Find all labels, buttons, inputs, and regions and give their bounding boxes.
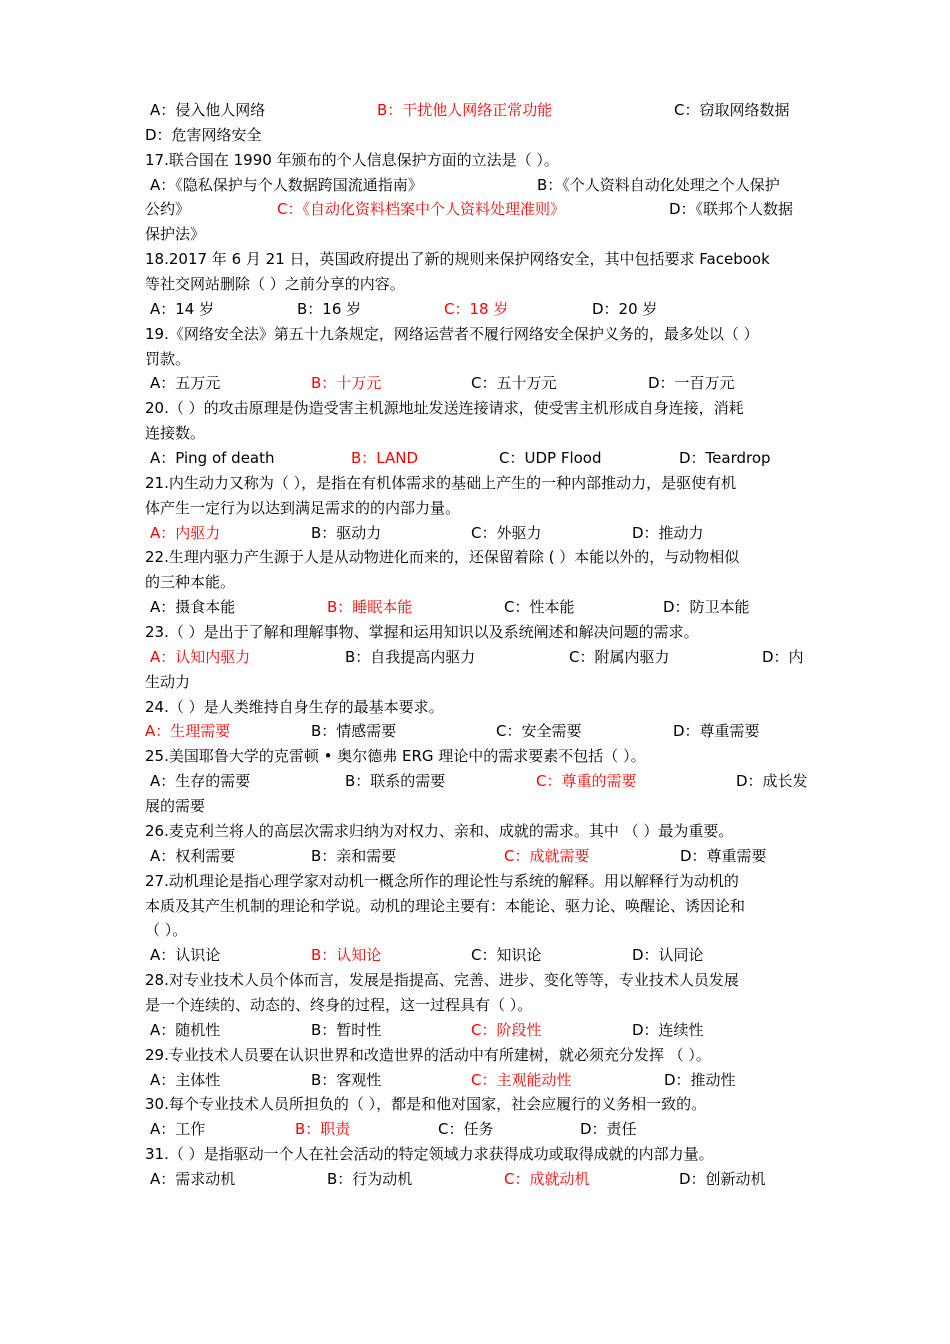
question-line bbox=[145, 247, 820, 272]
option-row bbox=[145, 1068, 820, 1093]
question-line bbox=[145, 272, 820, 297]
answer-option: B：亲和需要 bbox=[311, 846, 397, 865]
question-line bbox=[145, 819, 820, 844]
option-row bbox=[145, 769, 820, 794]
answer-option: D：创新动机 bbox=[679, 1169, 766, 1188]
answer-option: D：《联邦个人数据 bbox=[669, 200, 794, 219]
option-row bbox=[145, 719, 820, 744]
question-line bbox=[145, 148, 820, 173]
question-line bbox=[145, 222, 820, 247]
line-text: 26.麦克利兰将人的高层次需求归纳为对权力、亲和、成就的需求。其中 （ ）最为重要。 bbox=[145, 821, 734, 840]
answer-option: D：推动力 bbox=[632, 523, 704, 542]
line-text: 29.专业技术人员要在认识世界和改造世界的活动中有所建树，就必须充分发挥 （ ）。 bbox=[145, 1045, 711, 1064]
option-row bbox=[145, 197, 820, 222]
answer-option: A：摄食本能 bbox=[150, 598, 236, 617]
answer-option: B：《个人资料自动化处理之个人保护 bbox=[537, 175, 780, 194]
line-text: 24.（ ）是人类维持自身生存的最基本要求。 bbox=[145, 697, 444, 716]
line-text: 本质及其产生机制的理论和学说。动机的理论主要有：本能论、驱力论、唤醒论、诱因论和 bbox=[145, 896, 746, 915]
question-line bbox=[145, 993, 820, 1018]
answer-option-correct: A：内驱力 bbox=[150, 523, 221, 542]
option-row bbox=[145, 645, 820, 670]
answer-option: D：20 岁 bbox=[592, 299, 658, 318]
question-line bbox=[145, 968, 820, 993]
question-line bbox=[145, 496, 820, 521]
answer-option: B：客观性 bbox=[311, 1070, 382, 1089]
line-text: 22.生理内驱力产生源于人是从动物进化而来的，还保留着除 ( ）本能以外的，与动物相似 bbox=[145, 548, 740, 567]
question-line bbox=[145, 1142, 820, 1167]
answer-option: D：Teardrop bbox=[679, 449, 771, 468]
line-text: 的三种本能。 bbox=[145, 573, 236, 592]
line-text: 展的需要 bbox=[145, 797, 206, 816]
answer-option: A：主体性 bbox=[150, 1070, 221, 1089]
answer-option: D：防卫本能 bbox=[663, 598, 750, 617]
answer-option: B：自我提高内驱力 bbox=[345, 647, 476, 666]
line-text: 19.《网络安全法》第五十九条规定，网络运营者不履行网络安全保护义务的，最多处以（ ） bbox=[145, 324, 759, 343]
answer-option: C：性本能 bbox=[504, 598, 575, 617]
option-row bbox=[145, 1018, 820, 1043]
answer-option: B：情感需要 bbox=[311, 722, 397, 741]
answer-option: C：知识论 bbox=[471, 946, 542, 965]
line-text: 18.2017 年 6 月 21 日，英国政府提出了新的规则来保护网络安全，其中包括要求 Facebook bbox=[145, 250, 770, 269]
answer-option: A：工作 bbox=[150, 1120, 206, 1139]
answer-option-correct: C：主观能动性 bbox=[471, 1070, 572, 1089]
answer-option: C：外驱力 bbox=[471, 523, 542, 542]
question-line bbox=[145, 918, 820, 943]
line-text: 21.内生动力又称为（ ），是指在有机体需求的基础上产生的一种内部推动力，是驱使有机 bbox=[145, 473, 737, 492]
option-row bbox=[145, 173, 820, 198]
option-row bbox=[145, 98, 820, 123]
answer-option-correct: C：尊重的需要 bbox=[536, 772, 637, 791]
answer-option: D：内 bbox=[762, 647, 804, 666]
question-line bbox=[145, 670, 820, 695]
answer-option: D：尊重需要 bbox=[680, 846, 767, 865]
question-line bbox=[145, 322, 820, 347]
answer-option: 公约》 bbox=[145, 200, 191, 219]
line-text: 是一个连续的、动态的、终身的过程，这一过程具有（ ）。 bbox=[145, 995, 533, 1014]
line-text: 体产生一定行为以达到满足需求的的内部力量。 bbox=[145, 498, 461, 517]
answer-option: D：成长发 bbox=[736, 772, 808, 791]
line-text: 28.对专业技术人员个体而言，发展是指提高、完善、进步、变化等等，专业技术人员发展 bbox=[145, 971, 739, 990]
answer-option: A：生存的需要 bbox=[150, 772, 251, 791]
answer-option: B：行为动机 bbox=[327, 1169, 413, 1188]
answer-option: A：五万元 bbox=[150, 374, 221, 393]
line-text: 17.联合国在 1990 年颁布的个人信息保护方面的立法是（ ）。 bbox=[145, 150, 559, 169]
question-line bbox=[145, 744, 820, 769]
question-line bbox=[145, 123, 820, 148]
question-line bbox=[145, 620, 820, 645]
line-text: D：危害网络安全 bbox=[145, 125, 262, 144]
answer-option: C：五十万元 bbox=[471, 374, 557, 393]
option-row bbox=[145, 297, 820, 322]
answer-option: D：认同论 bbox=[632, 946, 704, 965]
answer-option-correct: C：成就动机 bbox=[504, 1169, 590, 1188]
line-text: 25.美国耶鲁大学的克雷顿 • 奥尔德弗 ERG 理论中的需求要素不包括（ ）。 bbox=[145, 747, 646, 766]
option-row bbox=[145, 595, 820, 620]
answer-option: B：16 岁 bbox=[297, 299, 362, 318]
option-row bbox=[145, 1167, 820, 1192]
answer-option-correct: B：LAND bbox=[351, 449, 419, 468]
line-text: 23.（ ）是出于了解和理解事物、掌握和运用知识以及系统阐述和解决问题的需求。 bbox=[145, 623, 699, 642]
question-line bbox=[145, 695, 820, 720]
option-row bbox=[145, 1117, 820, 1142]
line-text: 31.（ ）是指驱动一个人在社会活动的特定领域力求获得成功或取得成就的内部力量。 bbox=[145, 1145, 714, 1164]
line-text: 30.每个专业技术人员所担负的（ ），都是和他对国家，社会应履行的义务相一致的。 bbox=[145, 1095, 707, 1114]
answer-option-correct: B：干扰他人网络正常功能 bbox=[377, 101, 553, 119]
question-line bbox=[145, 1092, 820, 1117]
answer-option-correct: C：成就需要 bbox=[504, 846, 590, 865]
answer-option-correct: B：职责 bbox=[295, 1120, 351, 1139]
line-text: 罚款。 bbox=[145, 349, 191, 368]
answer-option: D：尊重需要 bbox=[673, 722, 760, 741]
option-row bbox=[145, 844, 820, 869]
answer-option: C：窃取网络数据 bbox=[674, 101, 790, 119]
answer-option-correct: A：认知内驱力 bbox=[150, 647, 251, 666]
answer-option: D：责任 bbox=[580, 1120, 637, 1139]
answer-option: A：权利需要 bbox=[150, 846, 236, 865]
option-row bbox=[145, 446, 820, 471]
line-text: 27.动机理论是指心理学家对动机一概念所作的理论性与系统的解释。用以解释行为动机的 bbox=[145, 871, 739, 890]
answer-option: D：连续性 bbox=[632, 1020, 704, 1039]
document-body bbox=[145, 98, 820, 1192]
question-line bbox=[145, 545, 820, 570]
question-line bbox=[145, 570, 820, 595]
answer-option-correct: C：18 岁 bbox=[444, 299, 509, 318]
answer-option: D：一百万元 bbox=[648, 374, 735, 393]
option-row bbox=[145, 371, 820, 396]
answer-option-correct: C：阶段性 bbox=[471, 1020, 542, 1039]
question-line bbox=[145, 471, 820, 496]
answer-option-correct: B：十万元 bbox=[311, 374, 382, 393]
question-line bbox=[145, 396, 820, 421]
line-text: 保护法》 bbox=[145, 225, 206, 244]
answer-option: B：联系的需要 bbox=[345, 772, 446, 791]
answer-option: A：Ping of death bbox=[150, 449, 275, 468]
answer-option: A：《隐私保护与个人数据跨国流通指南》 bbox=[150, 175, 423, 194]
line-text: 生动力 bbox=[145, 672, 191, 691]
answer-option-correct: A：生理需要 bbox=[145, 722, 231, 741]
answer-option: C：附属内驱力 bbox=[569, 647, 670, 666]
line-text: （ ）。 bbox=[145, 921, 188, 940]
question-line bbox=[145, 1043, 820, 1068]
question-line bbox=[145, 421, 820, 446]
answer-option-correct: C：《自动化资料档案中个人资料处理准则》 bbox=[277, 200, 565, 219]
option-row bbox=[145, 943, 820, 968]
answer-option: B：驱动力 bbox=[311, 523, 382, 542]
answer-option: C：安全需要 bbox=[496, 722, 582, 741]
answer-option: B：暂时性 bbox=[311, 1020, 382, 1039]
question-line bbox=[145, 894, 820, 919]
answer-option: C：任务 bbox=[438, 1120, 494, 1139]
answer-option: A：认识论 bbox=[150, 946, 221, 965]
answer-option: D：推动性 bbox=[664, 1070, 736, 1089]
answer-option-correct: B：睡眠本能 bbox=[327, 598, 413, 617]
option-row bbox=[145, 521, 820, 546]
answer-option: A：随机性 bbox=[150, 1020, 221, 1039]
answer-option: C：UDP Flood bbox=[499, 449, 602, 468]
line-text: 连接数。 bbox=[145, 424, 206, 443]
question-line bbox=[145, 869, 820, 894]
question-line bbox=[145, 794, 820, 819]
answer-option: A：侵入他人网络 bbox=[150, 101, 266, 119]
line-text: 20.（ ）的攻击原理是伪造受害主机源地址发送连接请求，使受害主机形成自身连接，消耗 bbox=[145, 399, 744, 418]
answer-option-correct: B：认知论 bbox=[311, 946, 382, 965]
question-line bbox=[145, 347, 820, 372]
line-text: 等社交网站删除（ ）之前分享的内容。 bbox=[145, 275, 405, 294]
answer-option: A：14 岁 bbox=[150, 299, 215, 318]
answer-option: A：需求动机 bbox=[150, 1169, 236, 1188]
